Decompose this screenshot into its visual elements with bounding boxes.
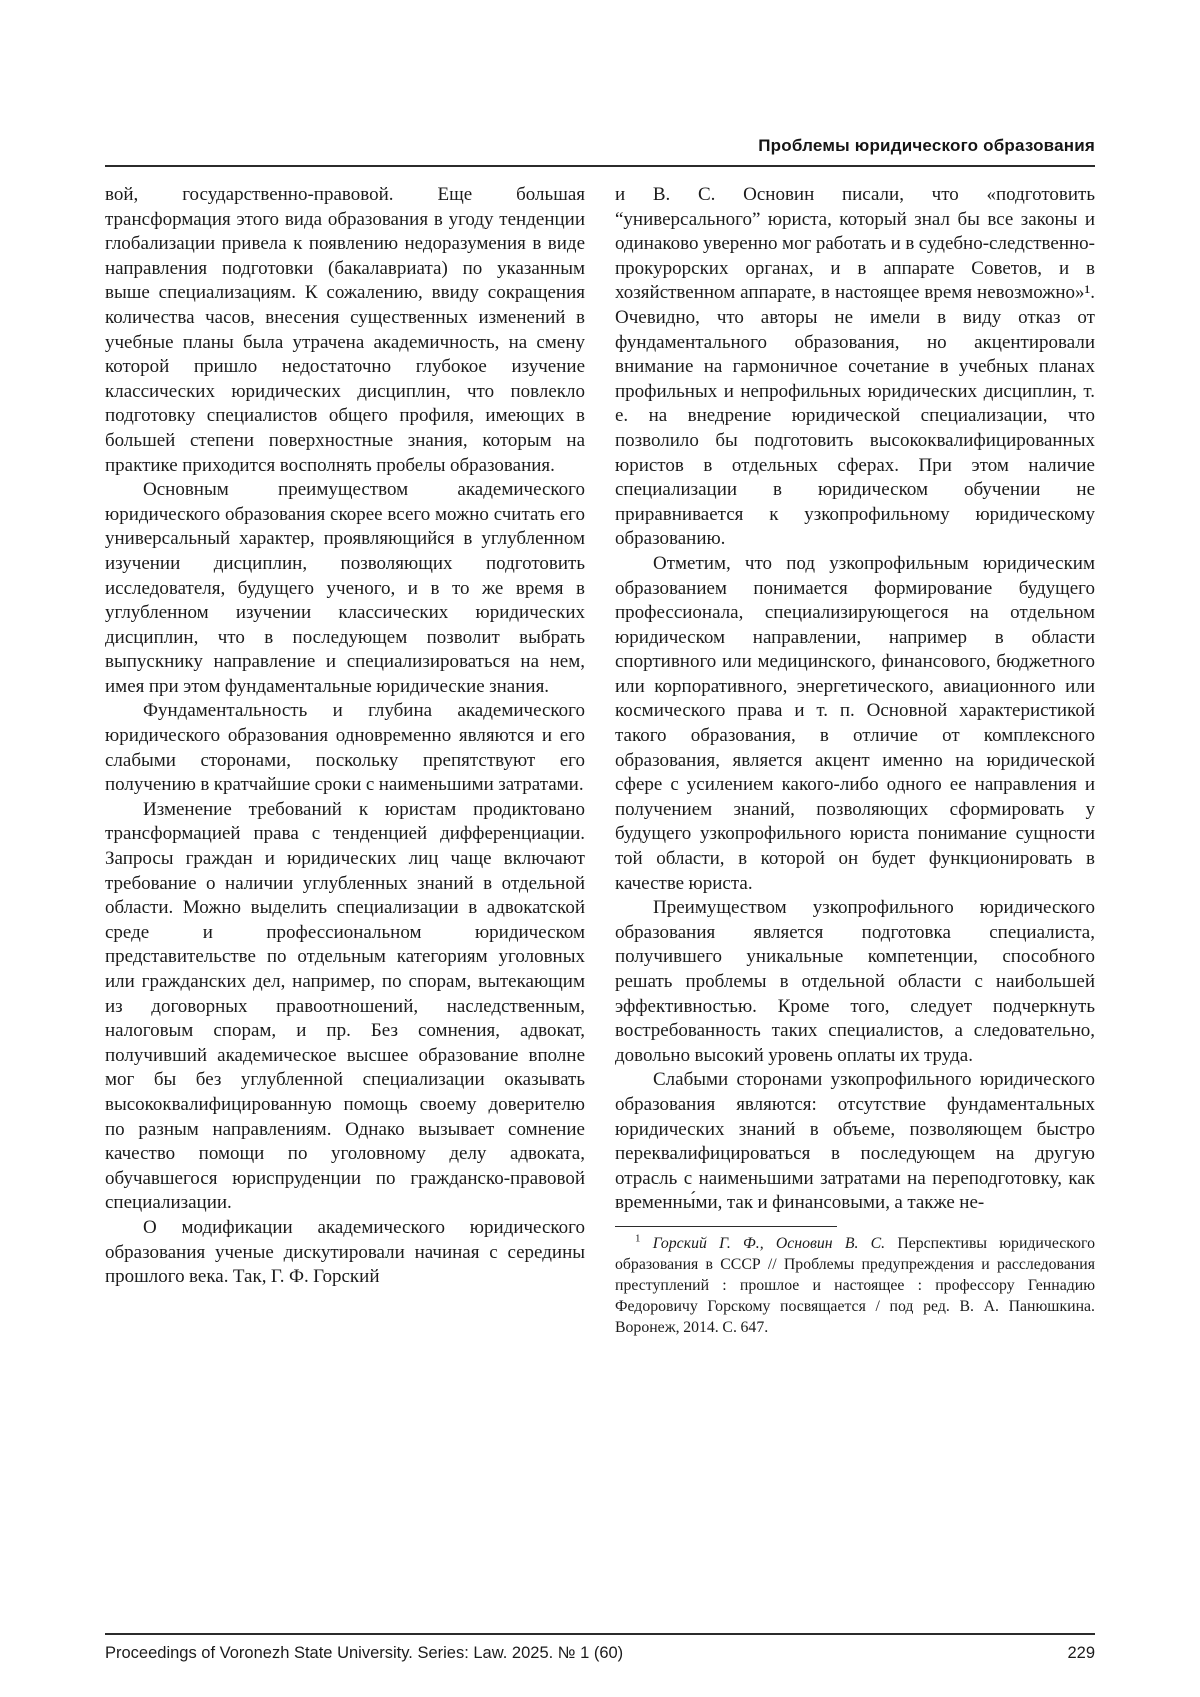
paragraph: Преимуществом узкопрофильного юридического образования является подготовка специалиста, получившего уникальные компетенции, способного решать проблемы в отдельной области с наибольшей эффективностью. Кроме того, следует подчеркнуть востребованность таких специалистов, а следовательно, довольно высокий уровень оплаты их труда. — [615, 897, 1095, 1066]
paragraph: Фундаментальность и глубина академического юридического образования одновременно являются и его слабыми сторонами, поскольку препятствуют его получению в кратчайшие сроки с наименьшими затратами. — [105, 700, 585, 796]
footnote-marker: 1 — [635, 1232, 641, 1245]
paragraph: Изменение требований к юристам продиктовано трансформацией права с тенденцией дифференциации. Запросы граждан и юридических лиц чаще включают требование о наличии углубленных знаний в отдельной области. Можно выделить специализации в адвокатской среде и профессиональном юридическом представительстве по отдельным категориям уголовных или гражданских дел, например, по спорам, вытекающим из договорных правоотношений, наследственным, налоговым спорам, и пр. Без сомнения, адвокат, получивший академическое высшее образование вполне мог бы без углубленной специализации оказывать высококвалифицированную помощь своему доверителю по разным направлениям. Однако вызывает сомнение качество помощи по уголовному делу адвоката, обучавшегося юриспруденции по гражданско-правовой специализации. — [105, 798, 585, 1214]
footnote-text-block — [615, 1234, 1095, 1339]
footnote-authors: Горский Г. Ф., Основин В. С. — [652, 1234, 886, 1252]
paragraph: О модификации академического юридического образования ученые дискутировали начиная с середины прошлого века. Так, Г. Ф. Горский — [105, 1216, 585, 1288]
left-column — [105, 183, 585, 1290]
paragraph: вой, государственно-правовой. Еще большая трансформация этого вида образования в угоду тенденции глобализации привела к появлению недоразумения в виде направления подготовки (бакалавриата) по указанным выше специализациям. К сожалению, ввиду сокращения количества часов, внесения существенных изменений в учебные планы была утрачена академичность, на смену которой пришло недостаточно глубокое изучение классических юридических дисциплин, что повлекло подготовку специалистов общего профиля, имеющих в большей степени поверхностные знания, которым на практике приходится восполнять пробелы образования. — [105, 184, 585, 476]
header-rule — [105, 165, 1095, 167]
paragraph: Слабыми сторонами узкопрофильного юридического образования являются: отсутствие фундаментальных юридических знаний в объеме, позволяющем быстро переквалифицироваться в последующем на другую отрасль с наименьшими затратами на переподготовку, как временны́ми, так и финансовыми, а также не- — [615, 1069, 1095, 1214]
article-body — [105, 183, 1095, 1338]
footer-page-number: 229 — [1067, 1644, 1095, 1662]
right-column — [615, 183, 1095, 1338]
footnote-rule — [615, 1226, 837, 1227]
footnote — [615, 1226, 1095, 1339]
page-footer — [105, 1633, 1095, 1663]
footnote-text: Перспективы юридического образования в СССР // Проблемы предупреждения и расследования преступлений : прошлое и настоящее : профессору Геннадию Федоровичу Горскому посвящается / под ред. В. А. Панюшкина. Воронеж, 2014. С. 647. — [615, 1234, 1095, 1336]
paragraph: Основным преимуществом академического юридического образования скорее всего можно считать его универсальный характер, проявляющийся в углубленном изучении дисциплин, позволяющих подготовить исследователя, будущего ученого, и в то же время в углубленном изучении классических юридических дисциплин, что в последующем позволит выбрать выпускнику направление и специализироваться на нем, имея при этом фундаментальные юридические знания. — [105, 479, 585, 697]
running-title: Проблемы юридического образования — [758, 136, 1095, 155]
paragraph: и В. С. Основин писали, что «подготовить “универсального” юриста, который знал бы все законы и одинаково уверенно мог работать и в судебно-следственно-прокурорских органах, и в аппарате Советов, и в хозяйственном аппарате, в настоящее время невозможно»¹. Очевидно, что авторы не имели в виду отказ от фундаментального образования, но акцентировали внимание на гармоничное сочетание в учебных планах профильных и непрофильных юридических дисциплин, т. е. на внедрение юридической специализации, что позволило бы подготовить высококвалифицированных юристов в отдельных сферах. При этом наличие специализации в юридическом обучении не приравнивается к узкопрофильному юридическому образованию. — [615, 184, 1095, 550]
paragraph: Отметим, что под узкопрофильным юридическим образованием понимается формирование будущего профессионала, специализирующегося на отдельном юридическом направлении, например в области спортивного или медицинского, финансового, бюджетного или корпоративного, энергетического, авиационного или космического права и т. п. Основной характеристикой такого образования, в отличие от комплексного образования, является акцент именно на юридической сфере с усилением какого-либо одного ее направления и получением знаний, позволяющих сформировать у будущего узкопрофильного юриста понимание сущности той области, в которой он будет функционировать в качестве юриста. — [615, 552, 1095, 894]
page-header — [105, 136, 1095, 167]
footer-journal-line: Proceedings of Voronezh State University. Series: Law. 2025. № 1 (60) — [105, 1644, 624, 1662]
